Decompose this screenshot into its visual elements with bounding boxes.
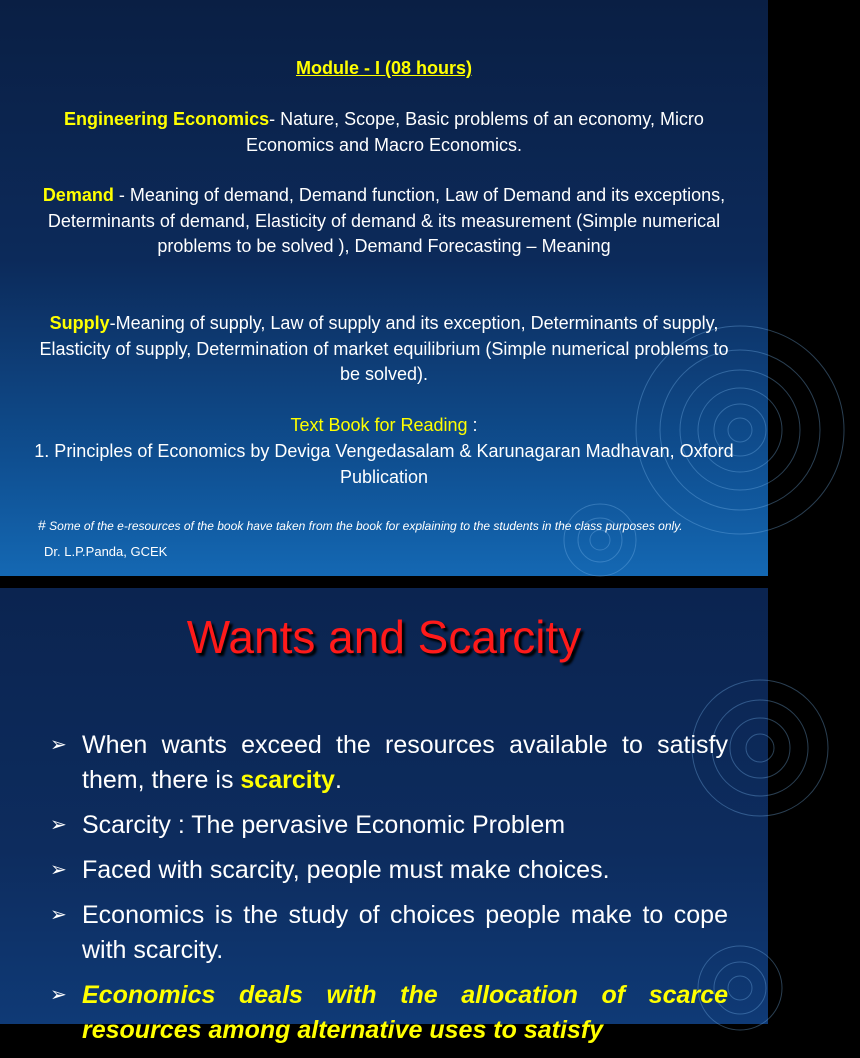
engineering-economics-block [30,107,738,158]
engineering-economics-text: - Nature, Scope, Basic problems of an economy, Micro Economics and Macro Economics. [245,109,704,155]
bullet-text: Faced with scarcity, people must make choices. [82,856,610,884]
bullet-text: Scarcity : The pervasive Economic Problem [82,811,566,839]
textbook-heading [30,413,738,439]
bullet-emphasis: scarcity [240,766,335,794]
note-symbol: # [38,517,46,533]
bullet-item [50,978,728,1048]
demand-block [30,183,738,260]
textbook-reference: 1. Principles of Economics by Deviga Vengedasalam & Karunagaran Madhavan, Oxford Publication [34,441,734,487]
resource-note [38,517,758,533]
bullet-item [50,808,728,843]
module-heading: Module - I (08 hours) [295,58,472,78]
bullet-marker-icon: ➢ [50,734,67,756]
textbook-colon: : [467,415,478,435]
bullet-text: Economics is the study of choices people make to cope with scarcity. [82,901,728,964]
demand-label: Demand [42,185,114,205]
bullet-marker-icon: ➢ [50,904,67,926]
slide-wants-and-scarcity [0,588,768,1044]
bullet-text: When wants exceed the resources available to satisfy them, there is [82,731,728,794]
supply-block [30,311,738,388]
slide-title: Wants and Scarcity [186,611,582,663]
bullet-text-highlight: Economics deals with the allocation of scarce resources among alternative uses to satisfy [82,981,728,1044]
bullet-text-end: . [334,766,342,794]
supply-label: Supply [49,313,110,333]
bullet-marker-icon: ➢ [50,859,67,881]
engineering-economics-label: Engineering Economics [64,109,270,129]
bullet-marker-icon: ➢ [50,814,67,836]
bullet-item [50,853,728,888]
textbook-label: Text Book for Reading [290,415,468,435]
bullet-list [50,728,728,1058]
bullet-item [50,898,728,968]
slide-module-outline [0,0,768,576]
author-credit: Dr. L.P.Panda, GCEK [44,544,168,559]
demand-text: - Meaning of demand, Demand function, Law of Demand and its exceptions, Determinants of demand, Elasticity of demand & its measurement (Simple numerical problems to be solved ), Demand Forecasting – Meaning [47,185,726,256]
bullet-marker-icon: ➢ [50,984,67,1006]
bullet-item [50,728,728,798]
note-text: Some of the e-resources of the book have taken from the book for explaining to the students in the class purposes only. [49,519,683,533]
supply-text: -Meaning of supply, Law of supply and its exception, Determinants of supply, Elasticity of supply, Determination of market equilibrium (Simple numerical problems to be solved). [39,313,729,384]
